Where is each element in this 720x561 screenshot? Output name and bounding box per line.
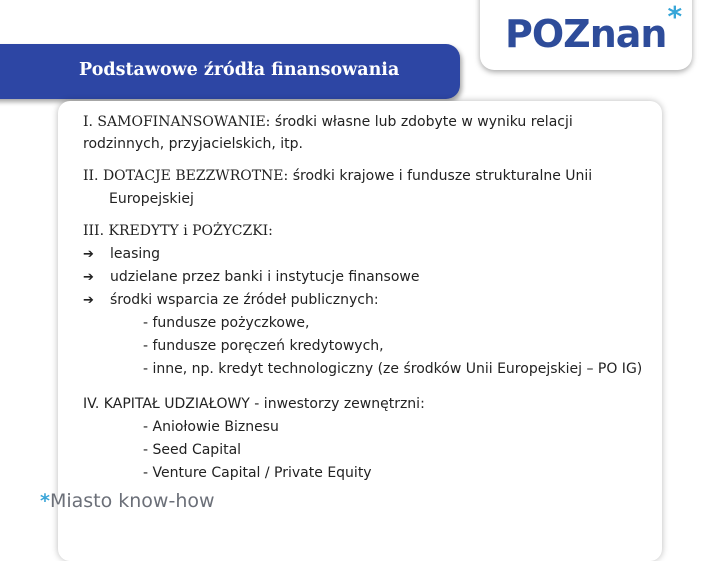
section-kredyty xyxy=(83,220,663,243)
logo-text: POZnan xyxy=(505,12,667,56)
poznan-logo xyxy=(505,0,683,56)
arrow-right-icon: ➔ xyxy=(83,293,94,308)
list-item-text: leasing xyxy=(110,246,161,262)
arrow-right-icon: ➔ xyxy=(83,247,94,262)
footer-tagline xyxy=(40,490,215,512)
content-body xyxy=(83,111,663,485)
sub-item: - Venture Capital / Private Equity xyxy=(143,465,372,481)
list-item-text: środki wsparcia ze źródeł publicznych: xyxy=(110,292,379,308)
section-text: środki krajowe i fundusze strukturalne Unii xyxy=(288,168,593,184)
list-item xyxy=(83,289,663,312)
asterisk-star-icon: * xyxy=(40,490,50,512)
asterisk-star-icon: * xyxy=(667,0,683,33)
section-samofinansowanie xyxy=(83,111,663,155)
section-heading: III. KREDYTY i POŻYCZKI: xyxy=(83,223,273,239)
sub-item: - fundusze poręczeń kredytowych, xyxy=(143,338,384,354)
sub-item: - fundusze pożyczkowe, xyxy=(143,315,310,331)
section-text: rodzinnych, przyjacielskich, itp. xyxy=(83,136,303,152)
section-kapital xyxy=(83,393,663,416)
footer-text: Miasto know-how xyxy=(49,490,215,512)
section-colon: : xyxy=(420,396,425,412)
section-heading: I. SAMOFINANSOWANIE: xyxy=(83,114,271,130)
sub-item: - Seed Capital xyxy=(143,442,242,458)
section-text: Europejskiej xyxy=(109,191,194,207)
list-item xyxy=(83,266,663,289)
list-item xyxy=(83,243,663,266)
section-dotacje xyxy=(83,165,663,211)
slide-title: Podstawowe źródła finansowania xyxy=(79,60,400,80)
arrow-right-icon: ➔ xyxy=(83,270,94,285)
sub-item: - inne, np. kredyt technologiczny (ze środków Unii Europejskiej – PO IG) xyxy=(143,361,643,377)
list-item-text: udzielane przez banki i instytucje finansowe xyxy=(110,269,420,285)
sub-item: - Aniołowie Biznesu xyxy=(143,419,279,435)
section-heading: II. DOTACJE BEZZWROTNE: xyxy=(83,168,289,184)
section-heading: IV. KAPITAŁ UDZIAŁOWY - inwestorzy zewnętrzni xyxy=(83,396,421,412)
section-text: środki własne lub zdobyte w wyniku relacji xyxy=(270,114,573,130)
